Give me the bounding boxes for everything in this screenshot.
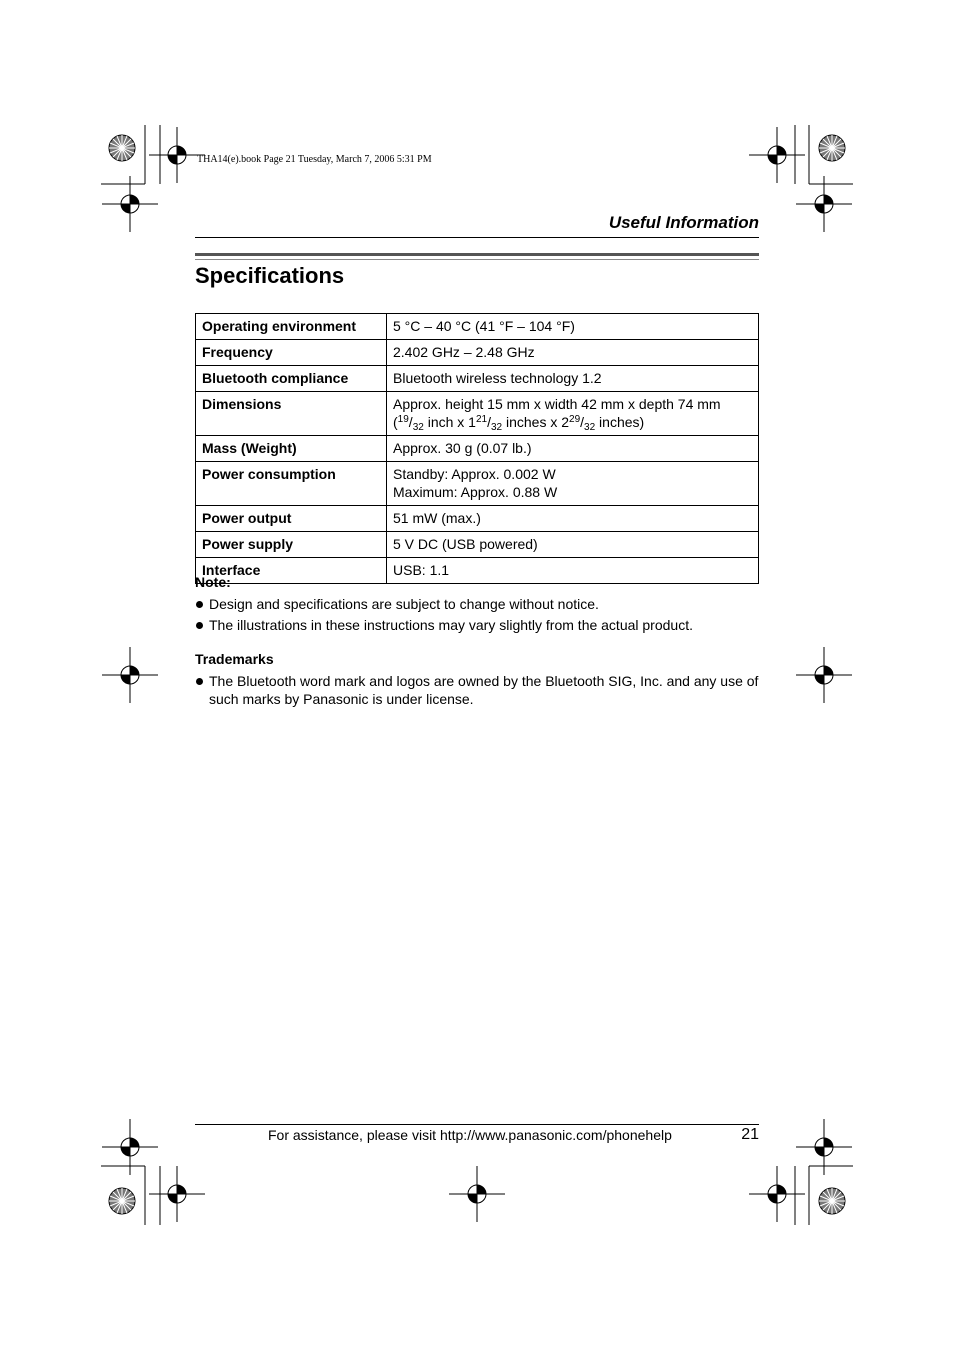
footer-rule bbox=[195, 1124, 759, 1125]
spec-label: Interface bbox=[196, 558, 387, 584]
bullet-icon bbox=[196, 678, 203, 685]
spec-label: Power output bbox=[196, 506, 387, 532]
list-item: Design and specifications are subject to change without notice. bbox=[195, 595, 765, 613]
spec-label: Power supply bbox=[196, 532, 387, 558]
star-target-icon bbox=[819, 1188, 845, 1214]
spec-value: Standby: Approx. 0.002 W Maximum: Approx. 0.88 W bbox=[387, 462, 759, 506]
spec-label: Bluetooth compliance bbox=[196, 366, 387, 392]
crosshair-icon bbox=[102, 647, 158, 703]
spec-label: Operating environment bbox=[196, 314, 387, 340]
star-target-icon bbox=[109, 1188, 135, 1214]
print-header: THA14(e).book Page 21 Tuesday, March 7, 2006 5:31 PM bbox=[197, 154, 432, 165]
table-row bbox=[196, 558, 759, 584]
title-rule bbox=[195, 253, 759, 256]
spec-label: Frequency bbox=[196, 340, 387, 366]
table-row bbox=[196, 340, 759, 366]
list-item: The Bluetooth word mark and logos are owned by the Bluetooth SIG, Inc. and any use of such marks by Panasonic is under license. bbox=[195, 672, 759, 708]
spec-value: 2.402 GHz – 2.48 GHz bbox=[387, 340, 759, 366]
table-row bbox=[196, 532, 759, 558]
spec-value bbox=[387, 392, 759, 436]
crosshair-icon bbox=[449, 1166, 505, 1222]
table-row bbox=[196, 506, 759, 532]
title-rule-under bbox=[195, 259, 759, 260]
list-item: The illustrations in these instructions may vary slightly from the actual product. bbox=[195, 616, 765, 634]
dimensions-imperial: ($^{19}/_{32}$ inch x $1^{21}/_{32}$ inches x $2^{29}/_{32}$ inches) bbox=[393, 414, 645, 433]
spec-value: Bluetooth wireless technology 1.2 bbox=[387, 366, 759, 392]
crosshair-icon bbox=[749, 127, 805, 183]
table-row bbox=[196, 436, 759, 462]
section-header: Useful Information bbox=[608, 213, 759, 232]
dimensions-metric: Approx. height 15 mm x width 42 mm x depth 74 mm bbox=[393, 396, 721, 412]
header-rule bbox=[195, 237, 759, 238]
table-row bbox=[196, 366, 759, 392]
spec-label: Dimensions bbox=[196, 392, 387, 436]
crosshair-icon bbox=[102, 1119, 158, 1175]
table-row bbox=[196, 314, 759, 340]
table-row bbox=[196, 462, 759, 506]
spec-label: Power consumption bbox=[196, 462, 387, 506]
note-heading: Note: bbox=[195, 574, 231, 590]
spec-value: 5 V DC (USB powered) bbox=[387, 532, 759, 558]
trademarks-heading: Trademarks bbox=[195, 651, 274, 667]
note-list bbox=[195, 595, 765, 637]
crosshair-icon bbox=[796, 1119, 852, 1175]
table-row bbox=[196, 392, 759, 436]
spec-label: Mass (Weight) bbox=[196, 436, 387, 462]
spec-value: 51 mW (max.) bbox=[387, 506, 759, 532]
trademarks-list bbox=[195, 672, 759, 711]
crosshair-icon bbox=[149, 1166, 205, 1222]
footer-assistance: For assistance, please visit http://www.panasonic.com/phonehelp bbox=[268, 1127, 672, 1143]
specifications-table bbox=[195, 313, 759, 584]
bullet-icon bbox=[196, 622, 203, 629]
crosshair-icon bbox=[796, 647, 852, 703]
crosshair-icon bbox=[749, 1166, 805, 1222]
spec-value: 5 °C – 40 °C (41 °F – 104 °F) bbox=[387, 314, 759, 340]
bullet-icon bbox=[196, 601, 203, 608]
spec-value: USB: 1.1 bbox=[387, 558, 759, 584]
page-title: Specifications bbox=[195, 263, 345, 288]
star-target-icon bbox=[109, 135, 135, 161]
spec-value: Approx. 30 g (0.07 lb.) bbox=[387, 436, 759, 462]
star-target-icon bbox=[819, 135, 845, 161]
page-number: 21 bbox=[741, 1126, 759, 1143]
